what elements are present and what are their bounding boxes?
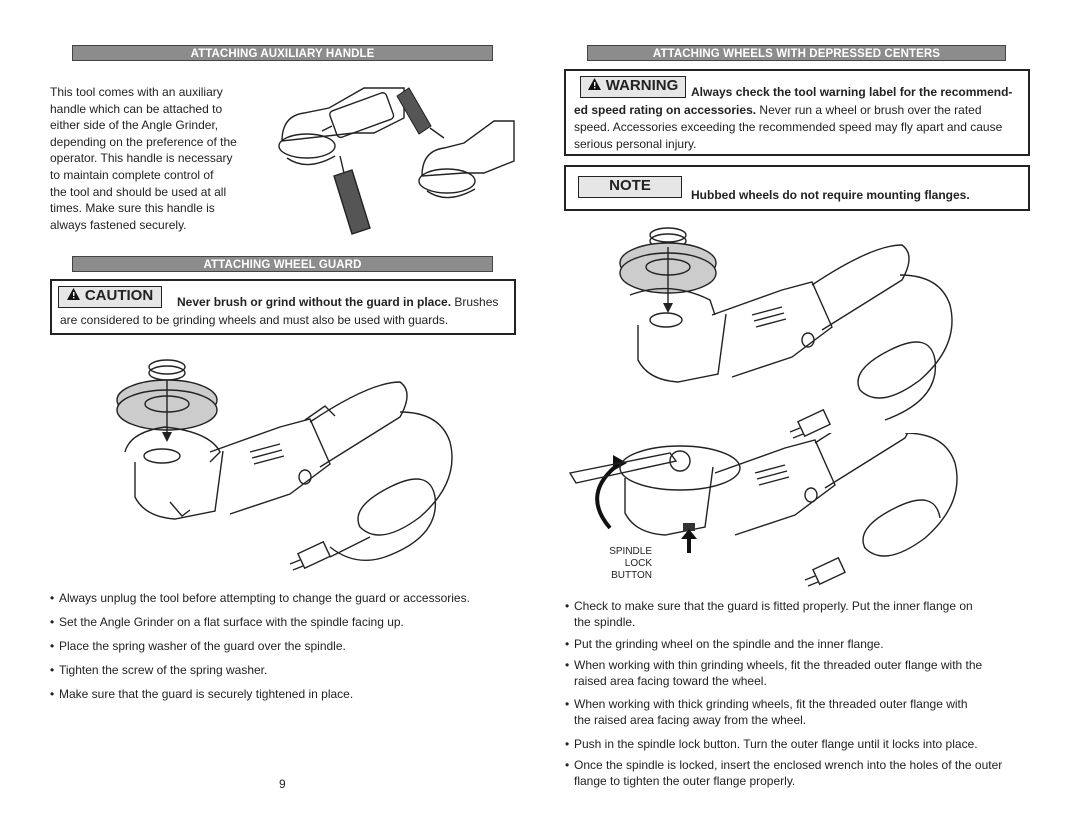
bullet-line: raised area facing toward the wheel. xyxy=(574,674,767,688)
power-cord-drawing xyxy=(805,433,957,586)
aux-line: handle which can be attached to xyxy=(50,101,223,116)
warning-label: WARNING xyxy=(605,77,679,94)
page-number: 9 xyxy=(279,777,286,791)
aux-handle-drawing xyxy=(334,156,370,234)
list-item xyxy=(565,636,1031,652)
outer-flange-drawing xyxy=(149,360,185,380)
caution-label: CAUTION xyxy=(84,287,154,304)
bullet-dot: • xyxy=(565,737,570,751)
bullet-line: the spindle. xyxy=(574,615,636,629)
hubbed-wheel-illustration xyxy=(600,225,980,445)
aux-line: times. Make sure this handle is xyxy=(50,201,215,216)
list-item: • Place the spring washer of the guard over the spindle. xyxy=(50,639,346,653)
bullet-line: the raised area facing away from the wheel. xyxy=(574,713,807,727)
spindle-label-line: BUTTON xyxy=(611,570,652,581)
note-text: Hubbed wheels do not require mounting flanges. xyxy=(691,188,970,202)
up-arrow-icon xyxy=(681,529,697,553)
spindle-label-line: LOCK xyxy=(624,558,652,569)
aux-line: This tool comes with an auxiliary xyxy=(50,85,223,99)
bullet-dot: • xyxy=(50,663,55,677)
list-item xyxy=(565,696,1031,730)
bullet-dot: • xyxy=(565,658,570,672)
left-bullet-list xyxy=(50,590,520,710)
warning-line-3: speed. Accessories exceeding the recommended speed may fly apart and cause xyxy=(574,120,1003,134)
caution-bold-text: Never brush or grind without the guard in place. xyxy=(177,295,452,309)
spindle-label-line: SPINDLE xyxy=(609,546,652,557)
aux-line: operator. This handle is necessary xyxy=(50,151,233,166)
bullet-line: Check to make sure that the guard is fitted properly. Put the inner flange on xyxy=(574,599,973,613)
bullet-line: When working with thin grinding wheels, fit the threaded outer flange with the xyxy=(574,658,983,672)
warning-rest-text: Never run a wheel or brush over the rated xyxy=(756,103,982,117)
aux-line: always fastened securely. xyxy=(50,217,187,232)
aux-line: to maintain complete control of xyxy=(50,167,214,182)
list-item: • Always unplug the tool before attempting to change the guard or accessories. xyxy=(50,591,470,605)
bullet-line: Put the grinding wheel on the spindle and the inner flange. xyxy=(574,637,884,651)
aux-line: the tool and should be used at all xyxy=(50,184,227,199)
warning-box xyxy=(564,69,1030,156)
list-item: • Tighten the screw of the spring washer. xyxy=(50,663,268,677)
right-bullet-list xyxy=(565,598,1031,798)
caution-line-2: are considered to be grinding wheels and must also be used with guards. xyxy=(60,313,449,327)
grinder-left-drawing xyxy=(279,88,404,165)
list-item: • Make sure that the guard is securely tightened in place. xyxy=(50,687,354,701)
caution-box xyxy=(50,279,516,335)
warning-line-1: Always check the tool warning label for the recommend- xyxy=(691,85,1013,99)
warning-line-2 xyxy=(574,102,982,119)
spindle-lock-label xyxy=(590,546,652,582)
warning-tag xyxy=(580,76,686,98)
grinder-right-drawing xyxy=(397,88,514,198)
bullet-dot: • xyxy=(565,637,570,651)
warning-bold-text: ed speed rating on accessories. xyxy=(574,103,757,117)
aux-line: depending on the preference of the xyxy=(50,134,237,149)
aux-handle-illustration xyxy=(272,76,522,236)
warning-triangle-icon xyxy=(67,287,80,305)
bullet-dot: • xyxy=(50,615,55,629)
bullet-line: flange to tighten the outer flange properly. xyxy=(574,774,796,788)
note-box xyxy=(564,165,1030,211)
note-tag: NOTE xyxy=(578,176,682,198)
bullet-line: When working with thick grinding wheels, fit the threaded outer flange with xyxy=(574,697,968,711)
bullet-dot: • xyxy=(565,758,570,772)
caution-tag xyxy=(58,286,162,308)
rotate-arrow-icon xyxy=(597,455,627,528)
bullet-line: Push in the spindle lock button. Turn the outer flange until it locks into place. xyxy=(574,737,978,751)
list-item: • Set the Angle Grinder on a flat surface with the spindle facing up. xyxy=(50,615,404,629)
depressed-centers-heading: ATTACHING WHEELS WITH DEPRESSED CENTERS xyxy=(587,45,1006,61)
bullet-dot: • xyxy=(565,697,570,711)
caution-rest-text: Brushes xyxy=(451,295,499,309)
bullet-dot: • xyxy=(50,687,55,701)
bullet-line: Once the spindle is locked, insert the enclosed wrench into the holes of the outer xyxy=(574,758,1003,772)
wheel-guard-heading: ATTACHING WHEEL GUARD xyxy=(72,256,493,272)
grinder-body-drawing xyxy=(620,433,912,535)
bullet-dot: • xyxy=(50,591,55,605)
bullet-dot: • xyxy=(565,599,570,613)
warning-triangle-icon xyxy=(588,77,601,95)
aux-line: either side of the Angle Grinder, xyxy=(50,118,219,133)
list-item xyxy=(565,598,1031,632)
bullet-dot: • xyxy=(50,639,55,653)
aux-handle-heading: ATTACHING AUXILIARY HANDLE xyxy=(72,45,493,61)
warning-line-4: serious personal injury. xyxy=(574,137,697,151)
list-item xyxy=(565,736,1031,752)
list-item xyxy=(565,657,1031,691)
aux-handle-text xyxy=(50,84,260,233)
list-item xyxy=(565,757,1031,791)
caution-line-1 xyxy=(177,294,498,311)
wheel-guard-illustration xyxy=(110,352,480,577)
